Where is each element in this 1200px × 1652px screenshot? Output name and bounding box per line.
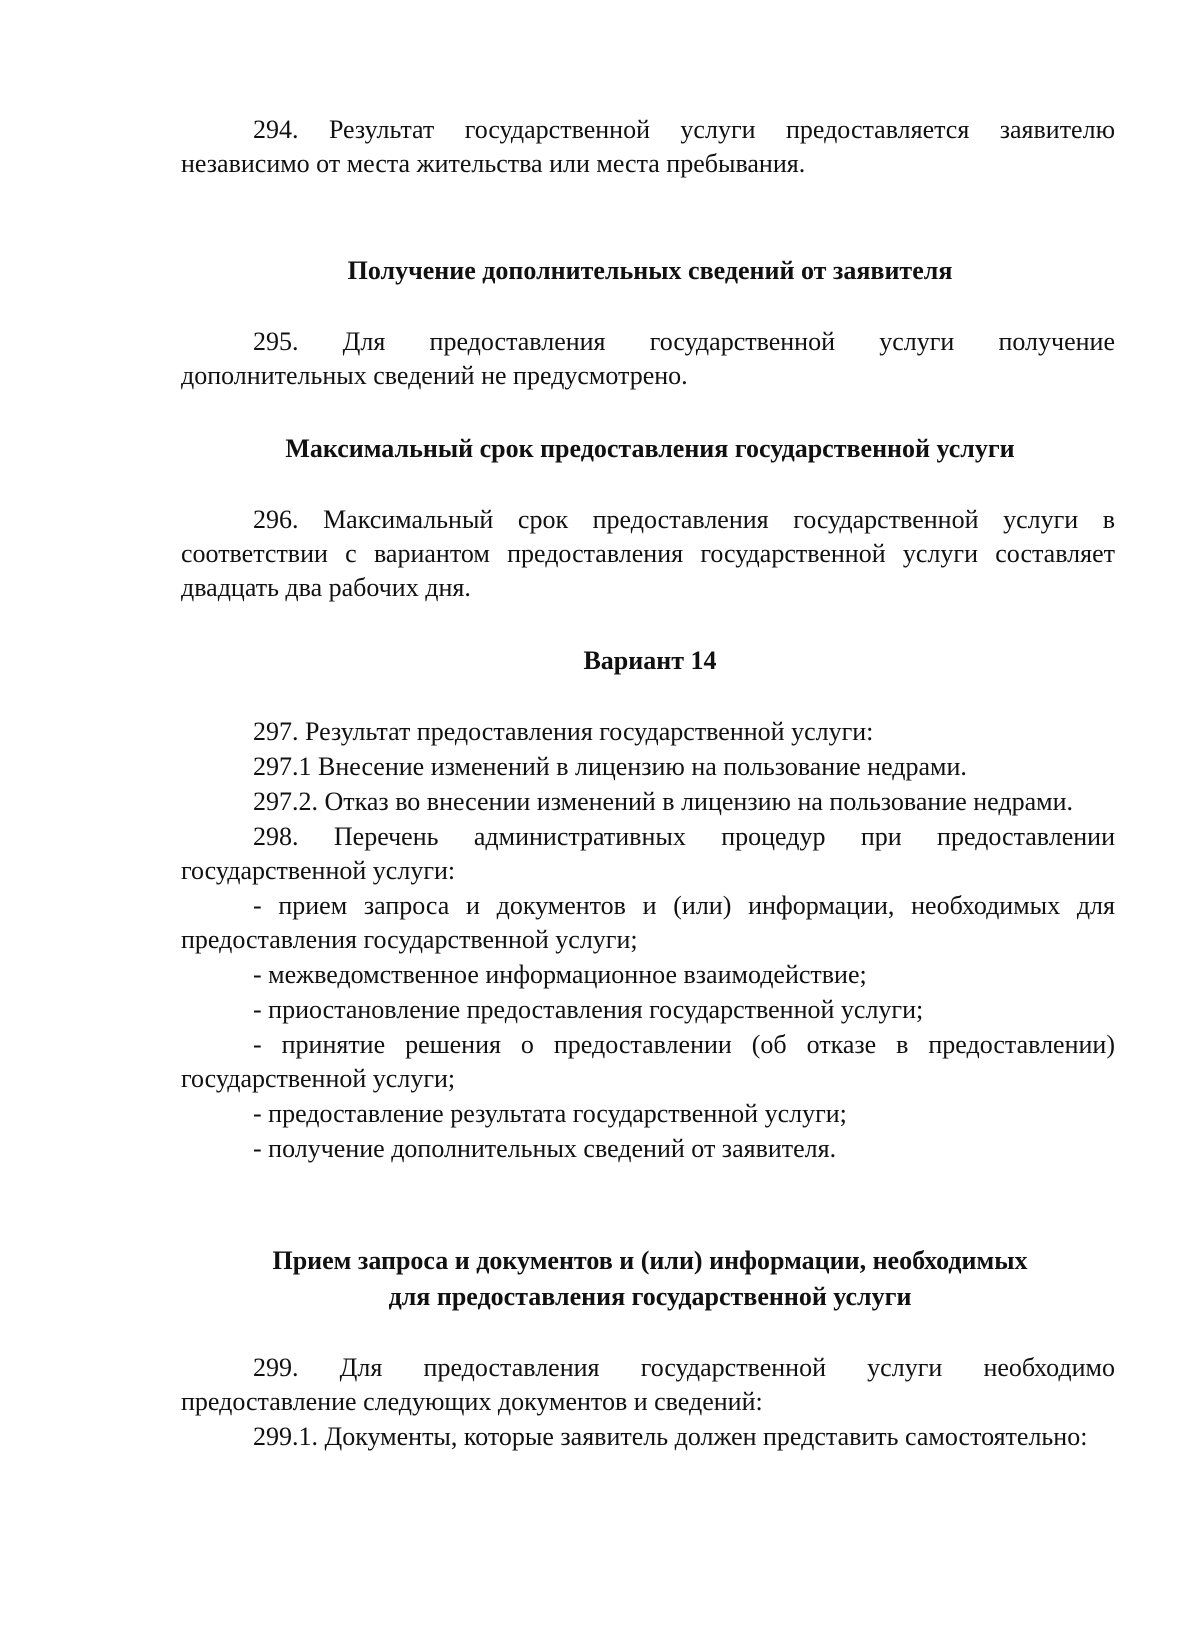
paragraph-294: 294. Результат государственной услуги предоставляется заявителю независимо от места жительства или места пребывания. xyxy=(181,115,1115,178)
list-item: - приостановление предоставления государственной услуги; xyxy=(253,995,924,1024)
paragraph-295: 295. Для предоставления государственной услуги получение дополнительных сведений не предусмотрено. xyxy=(181,327,1115,390)
variant-section xyxy=(181,715,1115,1167)
list-item: - прием запроса и документов и (или) информации, необходимых для предоставления государственной услуги; xyxy=(181,891,1115,954)
paragraph-299: 299. Для предоставления государственной услуги необходимо предоставление следующих документов и сведений: xyxy=(181,1353,1115,1416)
paragraph-block-295 xyxy=(181,325,1115,393)
list-item: - предоставление результата государственной услуги; xyxy=(253,1099,847,1128)
paragraph-297-2: 297.2. Отказ во внесении изменений в лицензию на пользование недрами. xyxy=(253,787,1074,816)
paragraph-296: 296. Максимальный срок предоставления государственной услуги в соответствии с вариантом предоставления государственной услуги составляет двадцать два рабочих дня. xyxy=(181,505,1115,602)
list-item: - получение дополнительных сведений от заявителя. xyxy=(253,1134,837,1163)
list-item: - межведомственное информационное взаимодействие; xyxy=(253,960,867,989)
list-item: - принятие решения о предоставлении (об отказе в предоставлении) государственной услуги; xyxy=(181,1030,1115,1093)
paragraph-298: 298. Перечень административных процедур при предоставлении государственной услуги: xyxy=(181,822,1115,885)
heading-reception-line-1: Прием запроса и документов и (или) информации, необходимых xyxy=(272,1246,1028,1275)
heading-reception-line-2: для предоставления государственной услуги xyxy=(388,1282,912,1311)
heading-variant: Вариант 14 xyxy=(583,646,717,675)
heading-max-term: Максимальный срок предоставления государственной услуги xyxy=(285,434,1015,463)
paragraph-297-1: 297.1 Внесение изменений в лицензию на пользование недрами. xyxy=(253,752,967,781)
paragraph-299-1: 299.1. Документы, которые заявитель должен представить самостоятельно: xyxy=(253,1422,1088,1451)
paragraph-block-299 xyxy=(181,1351,1115,1454)
paragraph-block-296 xyxy=(181,503,1115,605)
paragraph-297: 297. Результат предоставления государственной услуги: xyxy=(253,717,874,746)
heading-additional-info: Получение дополнительных сведений от заявителя xyxy=(347,256,953,285)
paragraph-block-294 xyxy=(181,113,1115,181)
